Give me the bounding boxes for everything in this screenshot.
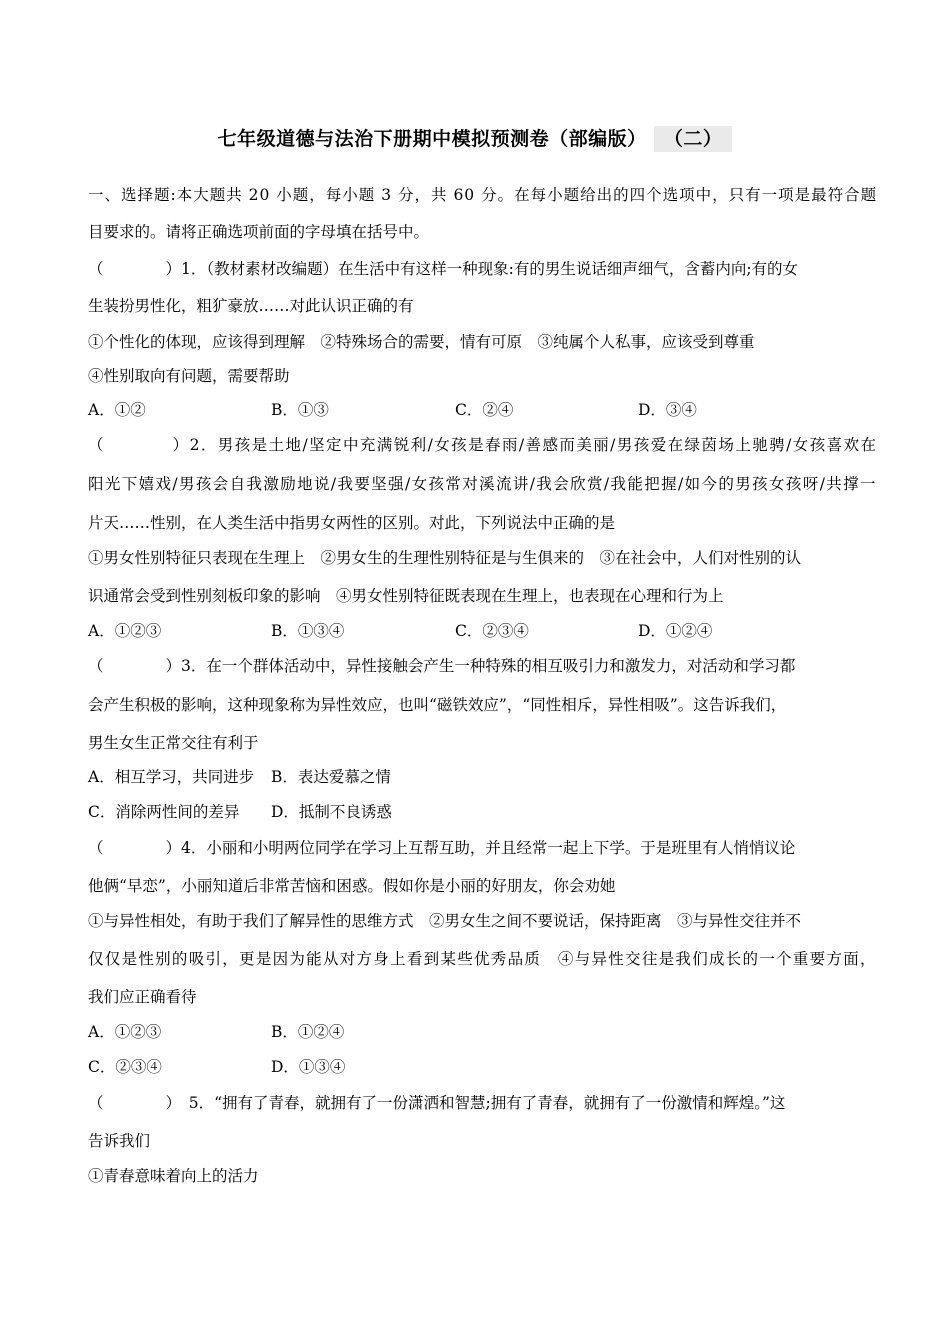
question-1-stem: 生装扮男性化，粗犷豪放……对此认识正确的有 xyxy=(88,297,414,315)
question-5-stem: （ ） 5．“拥有了青春，就拥有了一份潇洒和智慧;拥有了青春，就拥有了一份激情和辉煌。”这 xyxy=(88,1094,786,1112)
page-title xyxy=(0,124,950,151)
question-1-option-b: B．①③ xyxy=(271,401,329,419)
section-instruction-line: 目要求的。请将正确选项前面的字母填在括号中。 xyxy=(88,223,430,241)
question-2-statements: 识通常会受到性别刻板印象的影响 ④男女性别特征既表现在生理上，也表现在心理和行为上 xyxy=(88,587,724,605)
question-1-statements: ④性别取向有问题，需要帮助 xyxy=(88,367,290,385)
question-4-statements: 仅仅是性别的吸引，更是因为能从对方身上看到某些优秀品质 ④与异性交往是我们成长的一个重要方面， xyxy=(88,950,877,968)
title-number: （二） xyxy=(654,126,733,152)
question-2-option-b: B．①③④ xyxy=(271,622,345,640)
question-4-stem: 他俩“早恋”，小丽知道后非常苦恼和困惑。假如你是小丽的好朋友，你会劝她 xyxy=(88,877,616,895)
question-4-option-a: A．①②③ xyxy=(88,1023,162,1041)
question-3-option-c: C．消除两性间的差异 xyxy=(88,803,240,821)
question-4-statements: 我们应正确看待 xyxy=(88,988,197,1006)
question-1-option-d: D．③④ xyxy=(638,401,697,419)
title-main: 七年级道德与法治下册期中模拟预测卷（部编版） xyxy=(217,128,647,150)
question-3-option-b: B．表达爱慕之情 xyxy=(271,768,391,786)
question-2-option-d: D．①②④ xyxy=(638,622,713,640)
question-3-stem: 会产生积极的影响，这种现象称为异性效应，也叫“磁铁效应”，“同性相斥，异性相吸”。这告诉我们， xyxy=(88,696,787,714)
question-4-statements: ①与异性相处，有助于我们了解异性的思维方式 ②男女生之间不要说话，保持距离 ③与异性交往并不 xyxy=(88,912,802,930)
question-2-stem: 片天……性别，在人类生活中指男女两性的区别。对此，下列说法中正确的是 xyxy=(88,514,616,532)
question-2-statements: ①男女性别特征只表现在生理上 ②男女生的生理性别特征是与生俱来的 ③在社会中，人们对性别的认 xyxy=(88,549,802,567)
question-2-stem: 阳光下嬉戏/男孩会自我激励地说/我要坚强/女孩常对溪流讲/我会欣赏/我能把握/如今的男孩女孩呀/共撑一 xyxy=(88,475,877,493)
question-1-option-a: A．①② xyxy=(88,401,146,419)
question-3-stem: （ ）3．在一个群体活动中，异性接触会产生一种特殊的相互吸引力和激发力，对活动和学习都 xyxy=(88,657,796,675)
question-4-stem: （ ）4．小丽和小明两位同学在学习上互帮互助，并且经常一起上下学。于是班里有人悄悄议论 xyxy=(88,839,796,857)
question-2-option-c: C．②③④ xyxy=(455,622,529,640)
question-3-stem: 男生女生正常交往有利于 xyxy=(88,734,259,752)
question-5-stem: 告诉我们 xyxy=(88,1132,151,1150)
question-3-option-d: D．抵制不良诱惑 xyxy=(271,803,392,821)
section-instruction-line: 一、选择题:本大题共 20 小题，每小题 3 分，共 60 分。在每小题给出的四个选项中，只有一项是最符合题 xyxy=(88,186,878,204)
question-2-stem: （ ）2．男孩是土地/坚定中充满锐利/女孩是春雨/善感而美丽/男孩爱在绿茵场上驰骋/女孩喜欢在 xyxy=(88,436,878,454)
question-3-option-a: A．相互学习，共同进步 xyxy=(88,768,255,786)
question-1-stem: （ ）1．（教材素材改编题）在生活中有这样一种现象:有的男生说话细声细气，含蓄内向;有的女 xyxy=(88,260,799,278)
question-4-option-d: D．①③④ xyxy=(271,1058,346,1076)
question-1-option-c: C．②④ xyxy=(455,401,514,419)
question-2-option-a: A．①②③ xyxy=(88,622,162,640)
question-1-statements: ①个性化的体现，应该得到理解 ②特殊场合的需要，情有可原 ③纯属个人私事，应该受到尊重 xyxy=(88,333,755,351)
question-4-option-b: B．①②④ xyxy=(271,1023,345,1041)
question-4-option-c: C．②③④ xyxy=(88,1058,162,1076)
question-5-statements: ①青春意味着向上的活力 xyxy=(88,1167,259,1185)
